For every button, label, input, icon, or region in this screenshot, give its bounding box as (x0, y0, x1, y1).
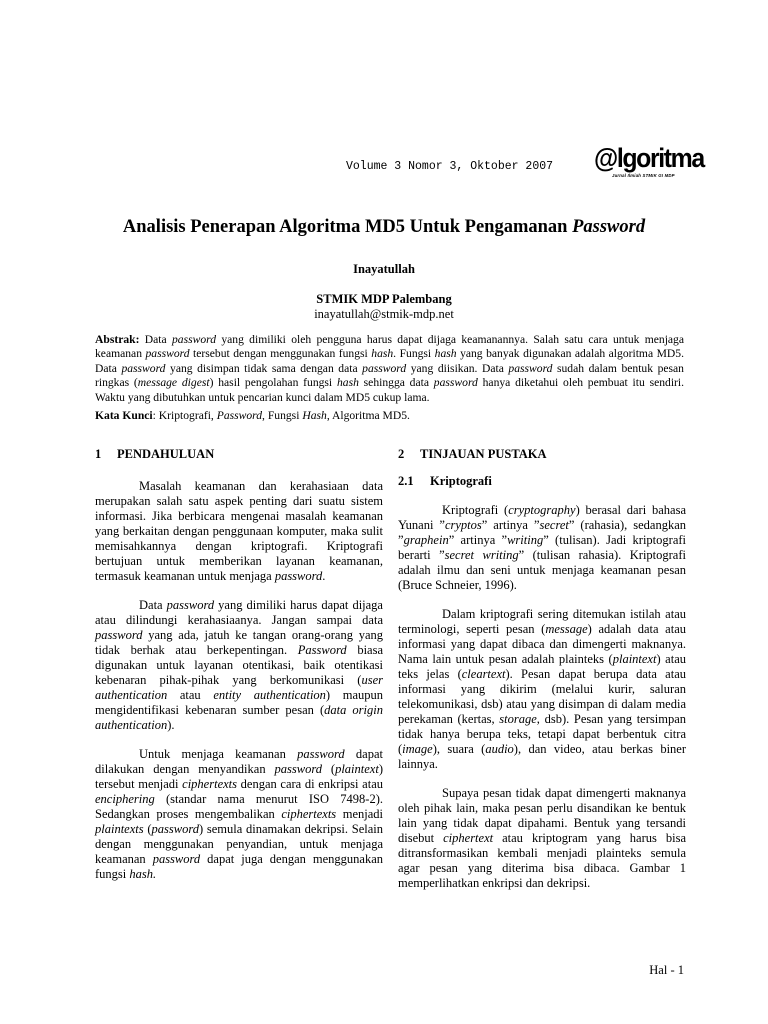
journal-logo: @lgoritma (594, 143, 704, 173)
right-column (398, 447, 686, 891)
page-number: Hal - 1 (649, 963, 684, 977)
section-title: PENDAHULUAN (117, 447, 215, 461)
section-number: 1 (95, 447, 102, 461)
paper-title (0, 217, 768, 238)
section-number: 2 (398, 447, 405, 461)
paper-title-italic: Password (572, 217, 646, 237)
paragraph: Untuk menjaga keamanan password dapat dilakukan dengan menyandikan password (plaintext) tersebut menjadi ciphertexts dengan cara di enkripsi atau enciphering (standar nama menurut ISO 7498-2). Sedangkan proses mengembalikan ciphertexts menjadi plaintexts (password) semula dinamakan dekripsi. Selain dengan menggunakan penyandian, untuk menjaga keamanan password dapat juga dengan menggunakan fungsi hash. (95, 747, 384, 881)
section-heading-tinjauan-pustaka (398, 447, 686, 462)
paragraph: Masalah keamanan dan kerahasiaan data merupakan salah satu aspek penting dari suatu sistem informasi. Jika berbicara mengenai masalah keamanan yang berkaitan dengan penggunaan komputer, maka sulit memisahkannya dengan kriptografi. Kriptografi bertujuan untuk memberikan layanan keamanan, termasuk keamanan untuk menjaga password. (95, 479, 383, 583)
keywords (95, 409, 684, 423)
paragraph: Kriptografi (cryptography) berasal dari bahasa Yunani ”cryptos” artinya ”secret” (rahasia), sedangkan ”graphein” artinya ”writing” (tulisan). Jadi kriptografi berarti ”secret writing” (tulisan rahasia). Kriptografi adalah ilmu dan seni untuk menjaga keamanan pesan (Bruce Schneier, 1996). (398, 503, 687, 592)
left-column (95, 447, 383, 882)
keywords-label: Kata Kunci (95, 409, 153, 422)
paragraph: Dalam kriptografi sering ditemukan istilah atau terminologi, seperti pesan (message) adalah data atau informasi yang dapat dibaca dan dimengerti maknanya. Nama lain untuk pesan adalah plainteks (plaintext) atau teks jelas (cleartext). Pesan dapat berupa data atau informasi yang dikirim (melalui kurir, saluran telekomunikasi, dsb) atau yang disimpan di dalam media perekaman (kertas, storage, dsb). Pesan yang tersimpan tidak hanya berupa teks, tetapi dapat berbentuk citra (image), suara (audio), dan video, atau berkas biner lainnya. (398, 607, 687, 771)
volume-header: Volume 3 Nomor 3, Oktober 2007 (346, 160, 554, 173)
author-name: Inayatullah (353, 262, 415, 276)
author-email: inayatullah@stmik-mdp.net (314, 307, 454, 321)
keywords-text: : Kriptografi, Password, Fungsi Hash, Algoritma MD5. (152, 409, 410, 422)
subsection-title: Kriptografi (430, 474, 492, 488)
section-heading-pendahuluan (95, 447, 383, 462)
journal-logo-subtitle: Jurnal Ilmiah STMIK GI MDP (612, 173, 675, 178)
abstract-text: Data password yang dimiliki oleh pengguna harus dapat dijaga keamanannya. Salah satu cara untuk menjaga keamanan password tersebut dengan menggunakan fungsi hash. Fungsi hash yang banyak digunakan adalah algoritma MD5. Data password yang disimpan tidak sama dengan data password yang diisikan. Data password sudah dalam bentuk pesan ringkas (message digest) hasil pengolahan fungsi hash sehingga data password hanya diketahui oleh pembuat itu sendiri. Waktu yang dibutuhkan untuk pencarian kunci dalam MD5 cukup lama. (95, 333, 685, 404)
paragraph: Data password yang dimiliki harus dapat dijaga atau dilindungi kerahasiaanya. Jangan sampai data password yang ada, jatuh ke tangan orang-orang yang tidak berhak atau berkepentingan. Password biasa digunakan untuk layanan otentikasi, baik otentikasi kebenaran pihak-pihak yang berkomunikasi (user authentication atau entity authentication) maupun mengidentifikasi kebenaran sumber pesan (data origin authentication). (95, 598, 383, 732)
subsection-heading-kriptografi (398, 474, 686, 489)
abstract-label: Abstrak: (95, 333, 140, 346)
section-title: TINJAUAN PUSTAKA (420, 447, 547, 461)
abstract (95, 333, 684, 405)
paragraph: Supaya pesan tidak dapat dimengerti maknanya oleh pihak lain, maka pesan perlu disandikan ke bentuk lain yang tidak dapat dipahami. Bentuk yang tersandi disebut ciphertext atau kriptogram yang harus bisa ditransformasikan kembali menjadi plainteks semula agar pesan yang diterima bisa dibaca. Gambar 1 memperlihatkan enkripsi dan dekripsi. (398, 786, 687, 890)
subsection-number: 2.1 (398, 474, 414, 488)
affiliation: STMIK MDP Palembang (316, 292, 452, 306)
paper-title-main: Analisis Penerapan Algoritma MD5 Untuk Pengamanan (122, 217, 568, 237)
